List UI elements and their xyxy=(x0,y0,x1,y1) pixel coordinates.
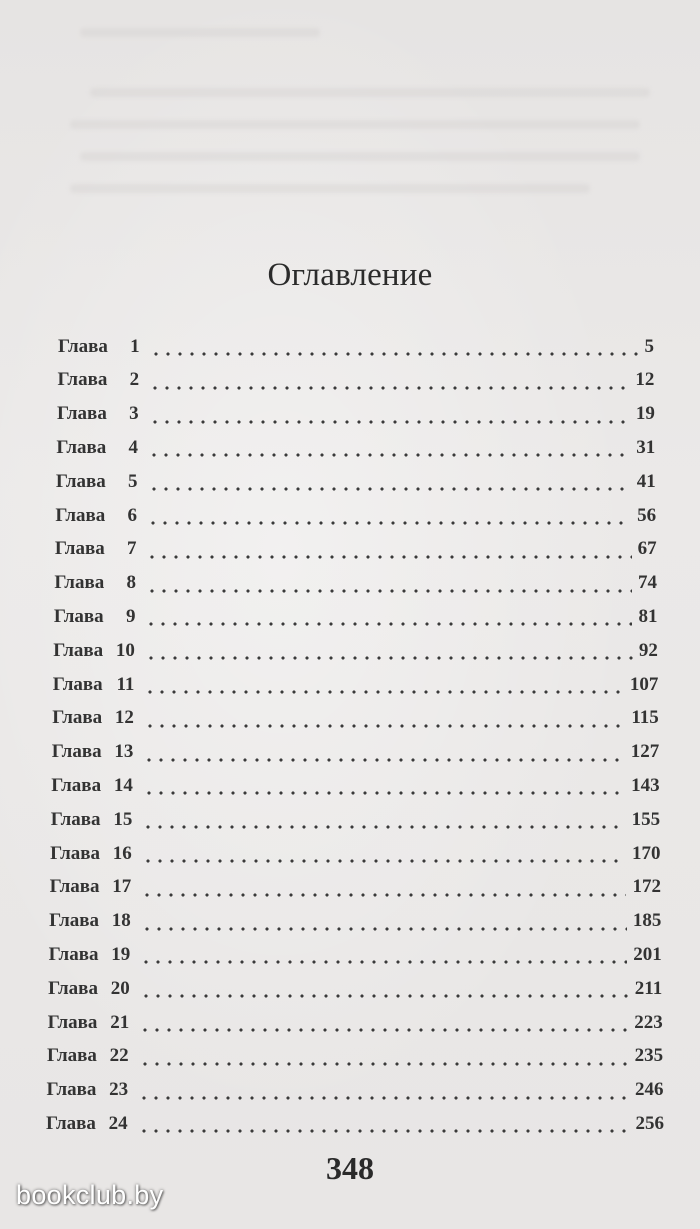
toc-entry-label xyxy=(55,505,137,527)
toc-entry-label xyxy=(58,336,140,358)
chapter-number: 1 xyxy=(130,335,140,357)
toc-page-number: 170 xyxy=(632,842,661,864)
chapter-number: 23 xyxy=(109,1079,129,1101)
page-number: 348 xyxy=(326,1150,374,1186)
chapter-word: Глава xyxy=(52,673,103,695)
chapter-number: 16 xyxy=(112,842,132,864)
toc-entry-label xyxy=(49,910,131,932)
dot-leader xyxy=(139,1040,629,1073)
chapter-number: 18 xyxy=(111,910,131,932)
toc-entry-label xyxy=(56,437,138,459)
chapter-number: 19 xyxy=(111,943,131,965)
toc-entry-label xyxy=(51,809,133,831)
toc-entry-label xyxy=(47,1045,129,1067)
chapter-word: Глава xyxy=(49,876,100,898)
toc-page-number: 235 xyxy=(634,1045,664,1067)
chapter-number: 12 xyxy=(114,707,134,729)
toc-entry xyxy=(54,600,658,633)
dot-leader xyxy=(140,938,627,971)
toc-entry-label xyxy=(50,876,132,898)
chapter-word: Глава xyxy=(53,605,104,627)
dot-leader xyxy=(138,1107,630,1140)
toc-entry-label xyxy=(48,978,130,1000)
dot-leader xyxy=(149,364,629,397)
dot-leader xyxy=(138,1074,629,1107)
toc-page-number: 256 xyxy=(635,1112,664,1134)
toc-entry xyxy=(50,871,661,904)
toc-entry xyxy=(48,972,662,1005)
dot-leader xyxy=(148,465,631,498)
toc-entry xyxy=(48,1006,663,1039)
chapter-number: 17 xyxy=(112,876,132,898)
chapter-word: Глава xyxy=(47,1011,98,1033)
toc-entry-label xyxy=(53,640,135,662)
chapter-word: Глава xyxy=(46,1079,97,1101)
dot-leader xyxy=(143,769,625,802)
dot-leader xyxy=(149,398,630,431)
toc-entry xyxy=(47,1074,664,1107)
dot-leader xyxy=(144,702,625,735)
table-of-contents xyxy=(0,330,700,1140)
toc-entry-label xyxy=(51,775,133,797)
chapter-word: Глава xyxy=(57,369,108,391)
toc-page-number: 67 xyxy=(637,538,657,560)
dot-leader xyxy=(148,431,630,464)
chapter-word: Глава xyxy=(48,977,98,999)
chapter-word: Глава xyxy=(52,707,103,729)
toc-page-number: 223 xyxy=(634,1011,663,1033)
dot-leader xyxy=(146,567,632,600)
chapter-word: Глава xyxy=(55,470,106,492)
chapter-number: 2 xyxy=(129,369,140,391)
toc-entry-label xyxy=(52,741,134,763)
chapter-word: Глава xyxy=(50,842,101,864)
chapter-word: Глава xyxy=(58,335,108,357)
toc-heading: Оглавление xyxy=(267,257,433,293)
toc-page-number: 74 xyxy=(638,572,658,594)
toc-page-number: 143 xyxy=(631,774,660,796)
chapter-number: 4 xyxy=(128,436,139,458)
dot-leader xyxy=(142,803,625,836)
dot-leader xyxy=(141,871,626,904)
toc-entry-label xyxy=(57,369,139,391)
toc-page-number: 31 xyxy=(636,436,656,458)
dot-leader xyxy=(145,600,632,633)
chapter-number: 11 xyxy=(116,673,135,695)
toc-page-number: 155 xyxy=(631,808,661,830)
toc-entry xyxy=(54,567,657,600)
chapter-word: Глава xyxy=(48,943,99,965)
chapter-number: 7 xyxy=(126,538,137,560)
toc-entry xyxy=(55,499,656,532)
chapter-number: 21 xyxy=(110,1011,130,1033)
toc-page-number: 185 xyxy=(632,910,662,932)
chapter-number: 8 xyxy=(126,572,136,594)
dot-leader xyxy=(140,972,629,1005)
toc-entry xyxy=(52,702,659,735)
toc-page-number: 201 xyxy=(633,943,662,965)
chapter-number: 5 xyxy=(128,470,138,492)
toc-entry xyxy=(53,634,658,667)
dot-leader xyxy=(142,837,626,870)
chapter-word: Глава xyxy=(49,910,99,932)
toc-entry xyxy=(52,736,659,769)
chapter-word: Глава xyxy=(56,403,107,425)
chapter-word: Глава xyxy=(56,436,107,458)
chapter-word: Глава xyxy=(51,741,102,763)
toc-entry-label xyxy=(47,1079,129,1101)
toc-entry-label xyxy=(46,1113,128,1135)
chapter-word: Глава xyxy=(53,639,104,661)
toc-entry xyxy=(50,837,660,870)
toc-entry-label xyxy=(53,674,135,696)
toc-page-number: 107 xyxy=(629,673,659,695)
toc-page-number: 115 xyxy=(631,707,659,729)
toc-entry xyxy=(46,1107,664,1140)
chapter-word: Глава xyxy=(55,504,106,526)
toc-entry xyxy=(47,1040,663,1073)
toc-entry-label xyxy=(48,1012,130,1034)
chapter-word: Глава xyxy=(51,774,102,796)
show-through-text xyxy=(60,20,700,210)
chapter-number: 15 xyxy=(113,808,133,830)
dot-leader xyxy=(143,736,624,769)
chapter-word: Глава xyxy=(46,1112,96,1134)
toc-entry xyxy=(51,803,660,836)
chapter-word: Глава xyxy=(50,808,101,830)
toc-entry xyxy=(49,905,661,938)
dot-leader xyxy=(150,330,639,363)
toc-page-number: 56 xyxy=(637,504,657,526)
toc-entry-label xyxy=(57,403,139,425)
toc-page-number: 19 xyxy=(635,403,655,425)
dot-leader xyxy=(141,905,627,938)
toc-entry xyxy=(56,431,655,464)
dot-leader xyxy=(146,533,631,566)
chapter-number: 10 xyxy=(115,639,135,661)
chapter-number: 22 xyxy=(109,1045,129,1067)
toc-page-number: 211 xyxy=(634,977,663,999)
chapter-number: 3 xyxy=(129,403,139,425)
dot-leader xyxy=(145,634,633,667)
toc-entry-label xyxy=(56,471,138,493)
chapter-number: 13 xyxy=(114,741,134,763)
chapter-number: 14 xyxy=(113,774,133,796)
toc-page-number: 172 xyxy=(632,876,661,898)
toc-page-number: 246 xyxy=(635,1079,664,1101)
chapter-number: 20 xyxy=(110,977,130,999)
toc-entry xyxy=(58,330,654,363)
toc-entry xyxy=(55,533,657,566)
toc-page-number: 92 xyxy=(638,639,658,661)
toc-entry-label xyxy=(49,944,131,966)
toc-entry-label xyxy=(54,572,136,594)
toc-page-number: 41 xyxy=(636,470,656,492)
toc-entry-label xyxy=(50,843,132,865)
toc-entry xyxy=(49,938,662,971)
chapter-word: Глава xyxy=(54,572,105,594)
toc-entry xyxy=(57,398,655,431)
chapter-word: Глава xyxy=(54,538,105,560)
toc-entry-label xyxy=(55,538,137,560)
toc-entry-label xyxy=(54,606,136,628)
toc-page-number: 12 xyxy=(635,369,655,391)
toc-page-number: 5 xyxy=(644,335,654,357)
toc-page-number: 127 xyxy=(630,741,660,763)
toc-page-number: 81 xyxy=(638,605,658,627)
watermark-text: bookclub.by xyxy=(16,1180,164,1210)
dot-leader xyxy=(144,668,623,701)
dot-leader xyxy=(139,1006,628,1039)
dot-leader xyxy=(147,499,631,532)
chapter-number: 6 xyxy=(127,504,138,526)
toc-entry xyxy=(56,465,656,498)
chapter-word: Глава xyxy=(47,1045,97,1067)
toc-entry xyxy=(53,668,659,701)
toc-entry xyxy=(57,364,654,397)
chapter-number: 9 xyxy=(125,605,136,627)
chapter-number: 24 xyxy=(108,1112,128,1134)
toc-entry xyxy=(51,769,659,802)
toc-entry-label xyxy=(52,707,134,729)
